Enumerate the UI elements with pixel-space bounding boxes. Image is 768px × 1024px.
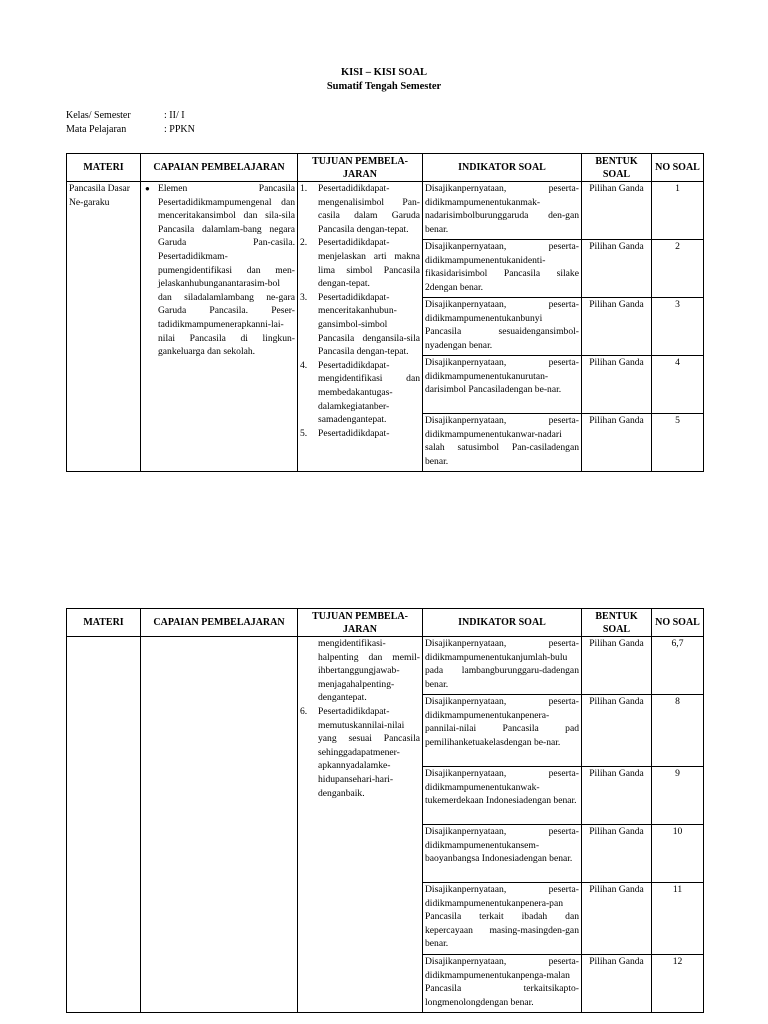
bentuk-cell: Pilihan Ganda <box>582 182 652 240</box>
no-cell: 8 <box>652 695 704 767</box>
no-cell: 4 <box>652 356 704 414</box>
no-cell: 5 <box>652 414 704 472</box>
bentuk-cell: Pilihan Ganda <box>582 637 652 695</box>
indikator-cell: Disajikanpernyataan, peserta-didikmampumenentukanurutan-darisimbol Pancasiladengan be-nar. <box>423 356 582 414</box>
tujuan-continuation: mengidentifikasi-halpenting dan memil-ihbertanggungjawab-menjagahalpenting-dengantepat. <box>318 638 420 704</box>
no-cell: 2 <box>652 240 704 298</box>
indikator-cell: Disajikanpernyataan, peserta-didikmampumenentukanpenera-pannilai-nilai Pancasila pad pemilihanketuakelasdengan be-nar. <box>423 695 582 767</box>
capaian-text: Elemen Pancasila Pesertadidikmampumengenal dan menceritakansimbol dan sila-sila Pancasila dalamlam-bang negara Garuda Pan-casila. Pesertadidikmam-pumengidentifikasi dan men-jelaskanhubunganantarasim-bol dan siladalamlambang ne-gara Garuda Pancasila. Peser-tadidikmampumenerapkanni-lai- nilai Pancasila di lingkun-gankeluarga dan sekolah. <box>158 183 295 358</box>
indikator-cell: Disajikanpernyataan, peserta-didikmampumenentukanjumlah-bulu pada lambangburunggaru-dadengan benar. <box>423 637 582 695</box>
mapel-label: Mata Pelajaran <box>66 124 127 135</box>
table-row <box>67 182 704 240</box>
col-header-capaian: CAPAIAN PEMBELAJARAN <box>141 609 298 637</box>
col-header-bentuk: BENTUK SOAL <box>582 154 652 182</box>
tujuan-cell <box>298 637 423 1013</box>
indikator-cell: Disajikanpernyataan, peserta-didikmampumenentukanpenera-pan Pancasila terkait ibadah dan kepercayaan masing-masingden-gan benar. <box>423 883 582 955</box>
bentuk-cell: Pilihan Ganda <box>582 414 652 472</box>
no-cell: 10 <box>652 825 704 883</box>
indikator-cell: Disajikanpernyataan, peserta-didikmampumenentukanmak-nadarisimbolburunggaruda den-gan benar. <box>423 182 582 240</box>
bullet-icon: ● <box>145 184 150 193</box>
no-cell: 11 <box>652 883 704 955</box>
indikator-cell: Disajikanpernyataan, peserta-didikmampumenentukanwak-tukemerdekaan Indonesiadengan benar. <box>423 767 582 825</box>
tujuan-item: 2. Pesertadidikdapat-menjelaskan arti makna lima simbol Pancasila dengan-tepat. <box>300 237 420 290</box>
no-cell: 9 <box>652 767 704 825</box>
bentuk-cell: Pilihan Ganda <box>582 298 652 356</box>
capaian-cell <box>141 182 298 472</box>
kelas-label: Kelas/ Semester <box>66 110 131 121</box>
tujuan-item: 5. Pesertadidikdapat- <box>300 427 390 439</box>
bentuk-cell: Pilihan Ganda <box>582 767 652 825</box>
col-header-tujuan: TUJUAN PEMBELA-JARAN <box>298 154 423 182</box>
capaian-cell <box>141 637 298 1013</box>
mapel-value: : PPKN <box>164 124 195 135</box>
mapel-row <box>66 123 195 137</box>
tujuan-cell <box>298 182 423 472</box>
tujuan-item: 6. Pesertadidikdapat-memutuskannilai-nilai yang sesuai Pancasila sehinggadapatmener-apkannyadalamke-hidupansehari-hari-denganbaik. <box>300 705 420 799</box>
tujuan-item: 4. Pesertadidikdapat-mengidentifikasi dan membedakantugas-dalamkegiatanber-samadengantepat. <box>300 359 420 426</box>
indikator-cell: Disajikanpernyataan, peserta-didikmampumenentukanpenga-malan Pancasila terkaitsikapto-longmenolongdengan benar. <box>423 955 582 1013</box>
document-title: KISI – KISI SOAL <box>340 67 428 78</box>
col-header-tujuan: TUJUAN PEMBELA-JARAN <box>298 609 423 637</box>
no-cell: 3 <box>652 298 704 356</box>
col-header-no: NO SOAL <box>652 609 704 637</box>
indikator-cell: Disajikanpernyataan, peserta-didikmampumenentukanidenti-fikasidarisimbol Pancasila silake 2dengan benar. <box>423 240 582 298</box>
col-header-indikator: INDIKATOR SOAL <box>423 154 582 182</box>
tujuan-item: 1. Pesertadidikdapat-mengenalisimbol Pan-casila dalam Garuda Pancasila dengan-tepat. <box>300 183 420 235</box>
indikator-cell: Disajikanpernyataan, peserta-didikmampumenentukanwar-nadari salah satusimbol Pan-casiladengan benar. <box>423 414 582 472</box>
col-header-indikator: INDIKATOR SOAL <box>423 609 582 637</box>
materi-cell <box>67 637 141 1013</box>
kelas-value: : II/ I <box>164 110 185 121</box>
indikator-cell: Disajikanpernyataan, peserta-didikmampumenentukansem-baoyanbangsa Indonesiadengan benar. <box>423 825 582 883</box>
bentuk-cell: Pilihan Ganda <box>582 825 652 883</box>
no-cell: 12 <box>652 955 704 1013</box>
no-cell: 6,7 <box>652 637 704 695</box>
bentuk-cell: Pilihan Ganda <box>582 955 652 1013</box>
tujuan-item: 3. Pesertadidikdapat-menceritakanhubun-gansimbol-simbol Pancasila dengansila-sila Pancasila dengan-tepat. <box>300 291 420 358</box>
kelas-row <box>66 109 185 123</box>
col-header-materi: MATERI <box>67 154 141 182</box>
indikator-cell: Disajikanpernyataan, peserta-didikmampumenentukanbunyi Pancasila sesuaidengansimbol-nyadengan benar. <box>423 298 582 356</box>
table-row <box>67 637 704 695</box>
bentuk-cell: Pilihan Ganda <box>582 883 652 955</box>
bentuk-cell: Pilihan Ganda <box>582 695 652 767</box>
materi-cell: Pancasila Dasar Ne-garaku <box>67 182 141 472</box>
col-header-bentuk: BENTUK SOAL <box>582 609 652 637</box>
bentuk-cell: Pilihan Ganda <box>582 356 652 414</box>
col-header-no: NO SOAL <box>652 154 704 182</box>
col-header-capaian: CAPAIAN PEMBELAJARAN <box>141 154 298 182</box>
document-subtitle: Sumatif Tengah Semester <box>326 81 442 92</box>
bentuk-cell: Pilihan Ganda <box>582 240 652 298</box>
kisi-table-2 <box>66 608 704 1013</box>
col-header-materi: MATERI <box>67 609 141 637</box>
kisi-table-1 <box>66 153 704 472</box>
no-cell: 1 <box>652 182 704 240</box>
